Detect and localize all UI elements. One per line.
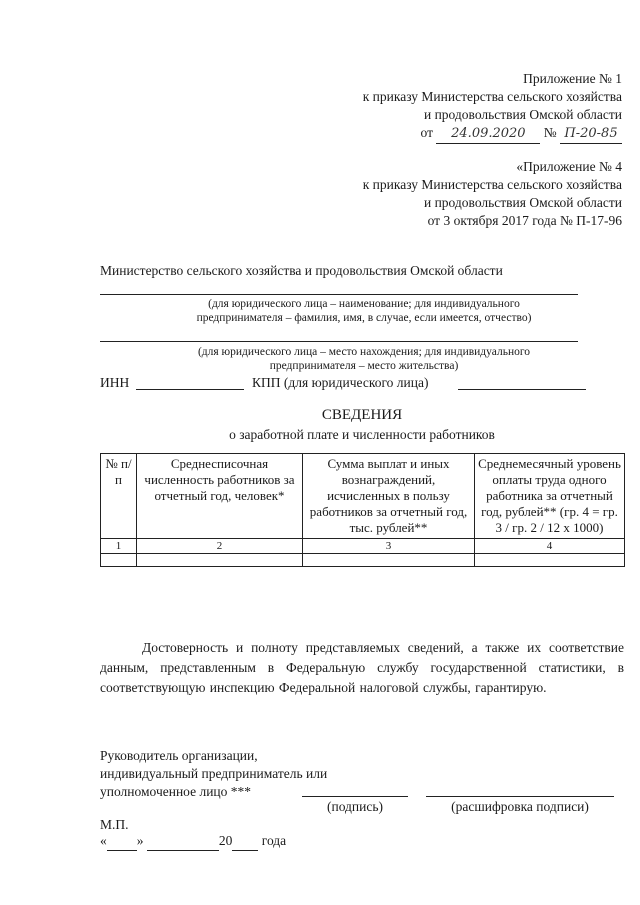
table-data-row	[101, 554, 625, 567]
appendix-current-line3: и продовольствия Омской области	[423, 107, 622, 122]
column-number-4: 4	[475, 539, 625, 554]
signatory-block	[100, 747, 327, 801]
date-year-word: года	[261, 833, 287, 848]
kpp-field	[458, 389, 586, 390]
address-hint-line2: предпринимателя – место жительства)	[269, 360, 459, 372]
date-prefix: от	[420, 125, 433, 140]
table-header-row	[101, 454, 625, 539]
column-number-2: 2	[137, 539, 303, 554]
name-hint-line2: предпринимателя – фамилия, имя, в случае, если имеется, отчество)	[196, 312, 532, 324]
handwritten-date: 24.09.2020	[436, 125, 540, 144]
document-title: СВЕДЕНИЯ	[321, 407, 403, 423]
appendix-current-date-row	[222, 124, 622, 144]
header-headcount: Среднесписочная численность работников за отчетный год, человек*	[137, 454, 303, 539]
cell-number	[101, 554, 137, 567]
header-avg-salary: Среднемесячный уровень оплаты труда одного работника за отчетный год, рублей** (гр. 4 = гр. 3 / гр. 2 / 12 х 1000)	[475, 454, 625, 539]
name-hint-line1: (для юридического лица – наименование; для индивидуального	[208, 298, 520, 310]
day-field	[107, 832, 137, 851]
header-payments: Сумма выплат и иных вознаграждений, исчисленных в пользу работников за отчетный год, тыс. рублей**	[303, 454, 475, 539]
salary-table	[100, 453, 625, 567]
date-close-quote: »	[136, 833, 144, 848]
appendix-current-block	[222, 70, 622, 144]
appendix-current-title: Приложение № 1	[523, 71, 622, 86]
number-prefix: №	[543, 125, 557, 140]
signature-date-row	[100, 832, 286, 851]
organization-address-hint	[100, 345, 628, 373]
cell-payments	[303, 554, 475, 567]
appendix-previous-title: «Приложение № 4	[516, 159, 622, 174]
table-column-numbers-row	[101, 539, 625, 554]
cell-headcount	[137, 554, 303, 567]
document-subtitle: о заработной плате и численности работников	[229, 427, 495, 442]
inn-label: ИНН	[100, 375, 130, 390]
handwritten-number: П-20-85	[560, 125, 622, 144]
appendix-previous-block	[222, 158, 622, 230]
month-field	[147, 832, 219, 851]
address-hint-line1: (для юридического лица – место нахождения; для индивидуального	[197, 346, 531, 358]
inn-field	[136, 389, 244, 390]
organization-address-underline	[100, 341, 578, 342]
date-century: 20	[218, 833, 233, 848]
signatory-line2: индивидуальный предприниматель или	[100, 766, 328, 781]
cell-avg-salary	[475, 554, 625, 567]
column-number-3: 3	[303, 539, 475, 554]
stamp-label: М.П.	[100, 817, 129, 832]
date-open-quote: «	[100, 833, 107, 848]
appendix-previous-line3: и продовольствия Омской области	[423, 195, 622, 210]
signature-field	[302, 796, 408, 797]
appendix-current-line2: к приказу Министерства сельского хозяйства	[362, 89, 622, 104]
header-number: № п/п	[101, 454, 137, 539]
signatory-line3: уполномоченное лицо ***	[100, 784, 252, 799]
signatory-line1: Руководитель организации,	[100, 748, 258, 763]
signature-decode-hint: (расшифровка подписи)	[451, 799, 589, 814]
signature-decode-field	[426, 796, 614, 797]
kpp-label: КПП (для юридического лица)	[252, 375, 429, 390]
guarantee-statement: Достоверность и полноту представляемых сведений, а также их соответствие данным, представленным в Федеральную службу государственной статистики, в соответствующую инспекцию Федеральной налоговой службы, гарантирую.	[100, 640, 624, 695]
organization-name: Министерство сельского хозяйства и продовольствия Омской области	[100, 263, 503, 278]
signature-hint: (подпись)	[326, 799, 384, 814]
year-field	[232, 832, 258, 851]
column-number-1: 1	[101, 539, 137, 554]
appendix-previous-line2: к приказу Министерства сельского хозяйства	[362, 177, 622, 192]
organization-name-underline	[100, 294, 578, 295]
organization-name-hint	[100, 297, 628, 325]
appendix-previous-line4: от 3 октября 2017 года № П-17-96	[427, 213, 622, 228]
